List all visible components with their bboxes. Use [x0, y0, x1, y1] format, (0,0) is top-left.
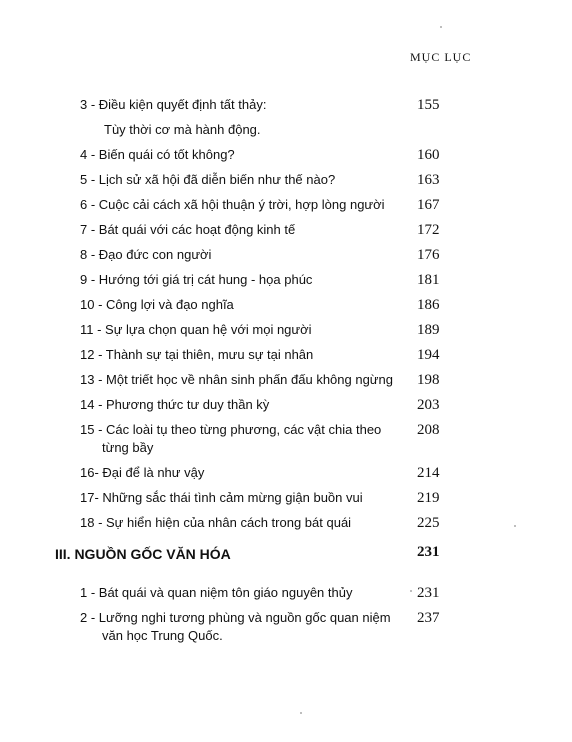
toc-entry-title: 3 - Điều kiện quyết định tất thảy:	[80, 97, 267, 112]
toc-entry	[0, 346, 572, 366]
toc-entry	[0, 584, 572, 604]
toc-entry-page: 181	[417, 272, 440, 288]
toc-entry-page: 160	[417, 147, 440, 163]
toc-entry	[0, 396, 572, 416]
toc-entry	[0, 246, 572, 266]
section-title: III. NGUỒN GỐC VĂN HÓA	[55, 546, 231, 562]
toc-entry-page: 155	[417, 97, 440, 113]
toc-entry-title: 11 - Sự lựa chọn quan hệ với mọi người	[80, 322, 312, 337]
toc-entry	[0, 296, 572, 316]
toc-entry-title: 17- Những sắc thái tình cảm mừng giận buồn vui	[80, 490, 363, 505]
toc-entry	[0, 321, 572, 341]
toc-entry-title: 10 - Công lợi và đạo nghĩa	[80, 297, 234, 312]
toc-entry-continuation	[0, 121, 572, 141]
section-page: 231	[417, 544, 440, 560]
toc-entry-title: 5 - Lịch sử xã hội đã diễn biến như thế nào?	[80, 172, 336, 187]
toc-entry	[0, 609, 572, 649]
toc-entry-page: 198	[417, 372, 440, 388]
toc-entry	[0, 221, 572, 241]
toc-entry-page: 203	[417, 397, 440, 413]
toc-entry-title: 7 - Bát quái với các hoạt động kinh tế	[80, 222, 296, 237]
toc-entry-title: 16- Đại để là như vậy	[80, 465, 205, 480]
toc-entry	[0, 271, 572, 291]
toc-entry	[0, 171, 572, 191]
toc-entry	[0, 421, 572, 461]
toc-entry-page: 167	[417, 197, 440, 213]
toc-entry-page: 194	[417, 347, 440, 363]
toc-entry-title: 18 - Sự hiển hiện của nhân cách trong bát quái	[80, 515, 352, 530]
toc-entry-page: 163	[417, 172, 440, 188]
toc-entry	[0, 464, 572, 484]
toc-entry-title: 12 - Thành sự tại thiên, mưu sự tại nhân	[80, 347, 314, 362]
toc-entry-title: 13 - Một triết học về nhân sinh phấn đấu không ngừng	[80, 372, 393, 387]
toc-entry-page: 219	[417, 490, 440, 506]
toc-entry	[0, 514, 572, 534]
toc-entry-page: 214	[417, 465, 440, 481]
toc-entry-title: 2 - Lưỡng nghi tương phùng và nguồn gốc quan niệm văn học Trung Quốc.	[80, 610, 391, 643]
toc-entry-page: 225	[417, 515, 440, 531]
scan-speck	[410, 590, 412, 592]
toc-entry-title: 15 - Các loài tụ theo từng phương, các vật chia theo từng bầy	[80, 422, 382, 455]
toc-entry-page: 186	[417, 297, 440, 313]
toc-entry-page: 208	[417, 422, 440, 438]
toc-entry-page: 176	[417, 247, 440, 263]
toc-entry-title: 6 - Cuộc cải cách xã hội thuận ý trời, hợp lòng người	[80, 197, 385, 212]
toc-entry-title: 4 - Biến quái có tốt không?	[80, 147, 235, 162]
toc-entry	[0, 196, 572, 216]
toc-entry-page: 237	[417, 610, 440, 626]
scan-speck	[514, 525, 516, 527]
toc-entry-title: 9 - Hướng tới giá trị cát hung - họa phúc	[80, 272, 313, 287]
toc-entry-title: 14 - Phương thức tư duy thần kỳ	[80, 397, 270, 412]
scan-speck	[440, 26, 442, 28]
toc-entry-page: 231	[417, 585, 440, 601]
toc-entry	[0, 146, 572, 166]
toc-entry-title: 8 - Đạo đức con người	[80, 247, 212, 262]
toc-entry-title: Tùy thời cơ mà hành động.	[104, 122, 261, 137]
toc-entry-page: 189	[417, 322, 440, 338]
toc-entry-page: 172	[417, 222, 440, 238]
toc-entry	[0, 489, 572, 509]
scan-speck	[300, 712, 302, 714]
toc-entry-title: 1 - Bát quái và quan niệm tôn giáo nguyên thủy	[80, 585, 353, 600]
running-header: MỤC LỤC	[410, 50, 472, 64]
toc-entry	[0, 96, 572, 116]
toc-entry	[0, 371, 572, 391]
